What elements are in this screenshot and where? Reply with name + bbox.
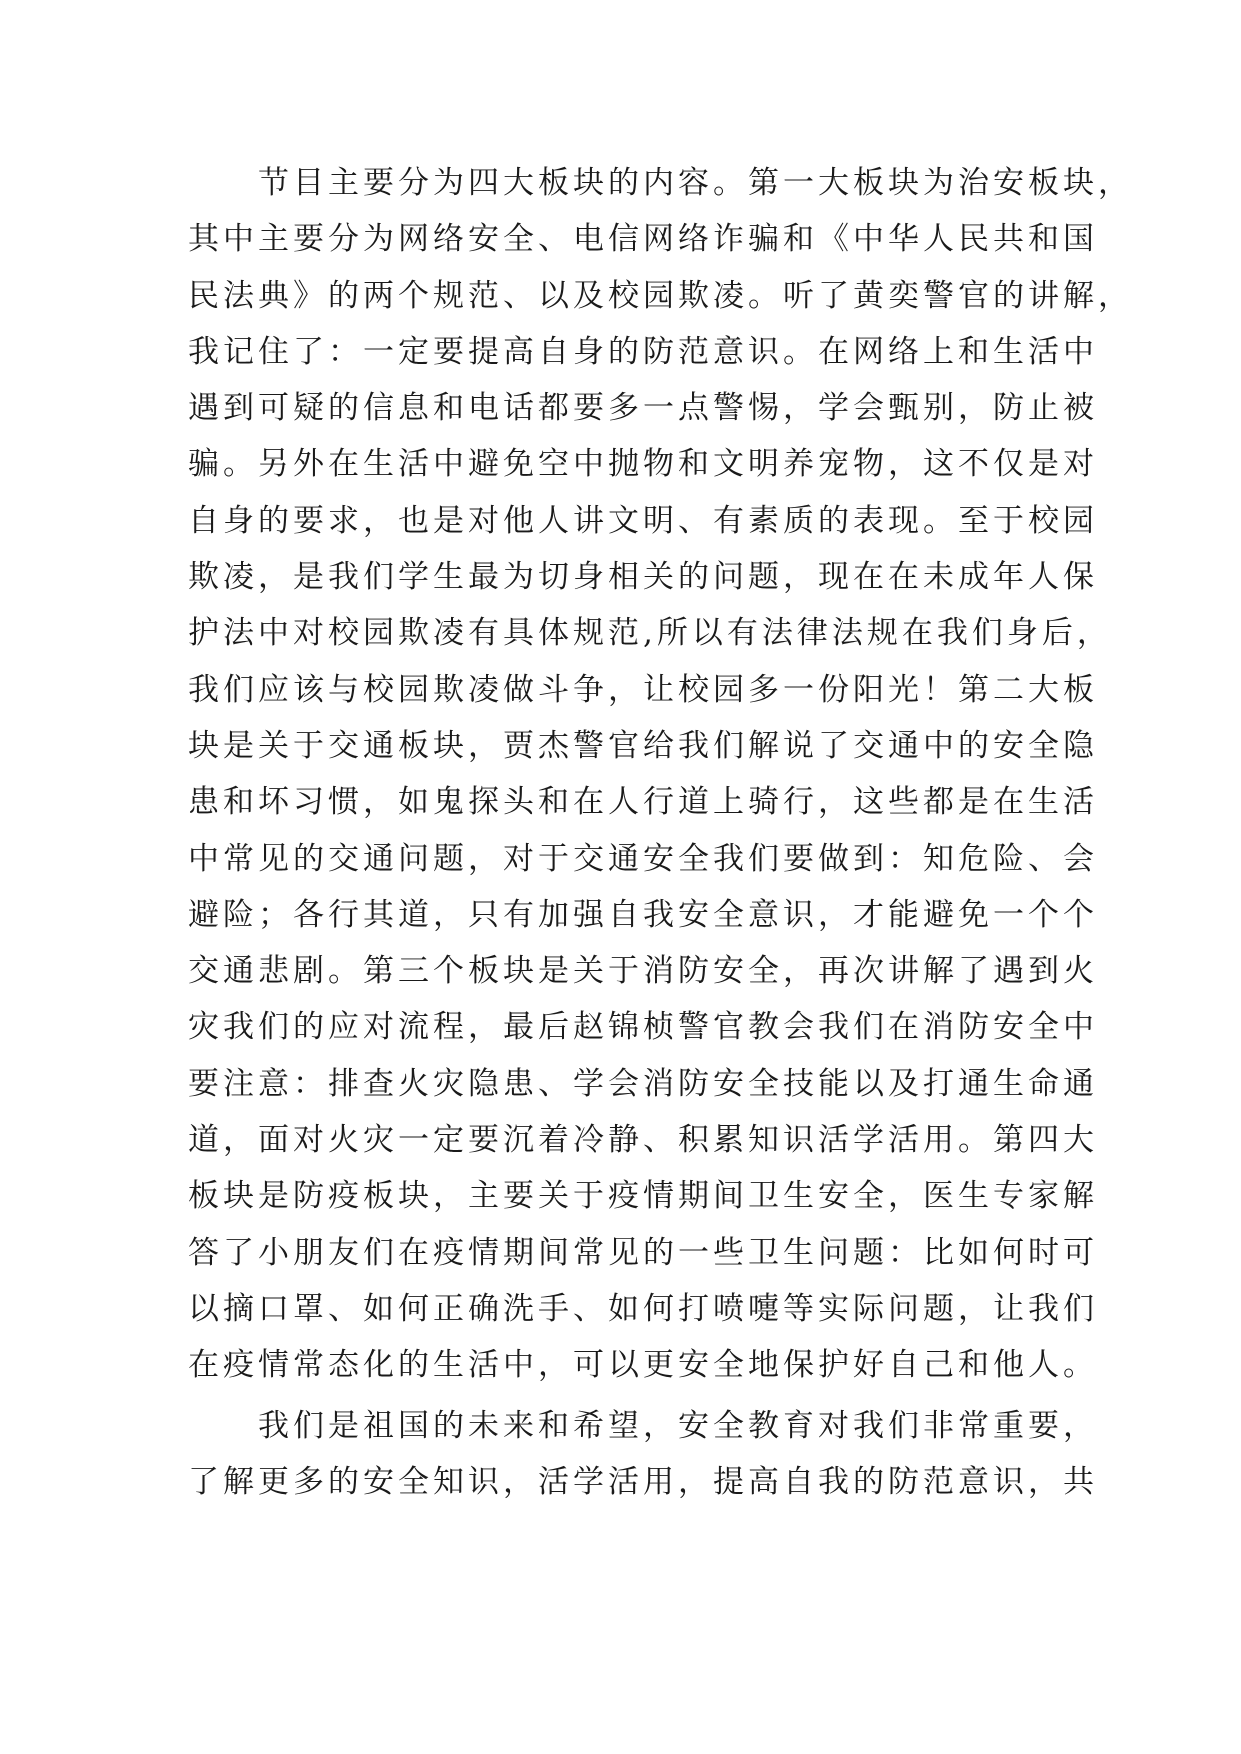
text-line: 以摘口罩、如何正确洗手、如何打喷嚏等实际问题，让我们 [188, 1290, 1098, 1327]
text-line: 要注意：排查火灾隐患、学会消防安全技能以及打通生命通 [188, 1065, 1098, 1102]
text-line: 民法典》的两个规范、以及校园欺凌。听了黄奕警官的讲解， [188, 277, 1133, 314]
text-line: 我记住了：一定要提高自身的防范意识。在网络上和生活中 [188, 333, 1098, 370]
text-line: 在疫情常态化的生活中，可以更安全地保护好自己和他人。 [188, 1347, 1098, 1384]
paragraph [188, 155, 1133, 1394]
paragraph-first-line: 节目主要分为四大板块的内容。第一大板块为治安板块， [258, 165, 1133, 201]
body-text [188, 155, 1133, 1510]
text-line: 遇到可疑的信息和电话都要多一点警惕，学会甄别，防止被 [188, 390, 1098, 427]
text-line: 其中主要分为网络安全、电信网络诈骗和《中华人民共和国 [188, 221, 1098, 258]
text-line: 交通悲剧。第三个板块是关于消防安全，再次讲解了遇到火 [188, 953, 1098, 990]
text-line: 板块是防疫板块，主要关于疫情期间卫生安全，医生专家解 [188, 1178, 1098, 1215]
text-line: 避险；各行其道，只有加强自我安全意识，才能避免一个个 [188, 896, 1098, 933]
paragraph [188, 1398, 1098, 1511]
paragraph-first-line: 我们是祖国的未来和希望，安全教育对我们非常重要， [258, 1407, 1098, 1444]
text-line: 我们应该与校园欺凌做斗争，让校园多一份阳光！第二大板 [188, 671, 1098, 708]
text-line: 骗。另外在生活中避免空中抛物和文明养宠物，这不仅是对 [188, 446, 1098, 483]
text-line: 患和坏习惯，如鬼探头和在人行道上骑行，这些都是在生活 [188, 784, 1098, 821]
text-line: 道，面对火灾一定要沉着冷静、积累知识活学活用。第四大 [188, 1122, 1098, 1159]
text-line: 灾我们的应对流程，最后赵锦桢警官教会我们在消防安全中 [188, 1009, 1098, 1046]
text-line: 护法中对校园欺凌有具体规范,所以有法律法规在我们身后， [188, 615, 1112, 652]
text-line: 中常见的交通问题，对于交通安全我们要做到：知危险、会 [188, 840, 1098, 877]
text-line: 自身的要求，也是对他人讲文明、有素质的表现。至于校园 [188, 502, 1098, 539]
text-line: 块是关于交通板块，贾杰警官给我们解说了交通中的安全隐 [188, 727, 1098, 764]
text-line: 答了小朋友们在疫情期间常见的一些卫生问题：比如何时可 [188, 1234, 1098, 1271]
text-line: 了解更多的安全知识，活学活用，提高自我的防范意识，共 [188, 1463, 1098, 1500]
text-line: 欺凌，是我们学生最为切身相关的问题，现在在未成年人保 [188, 559, 1098, 596]
